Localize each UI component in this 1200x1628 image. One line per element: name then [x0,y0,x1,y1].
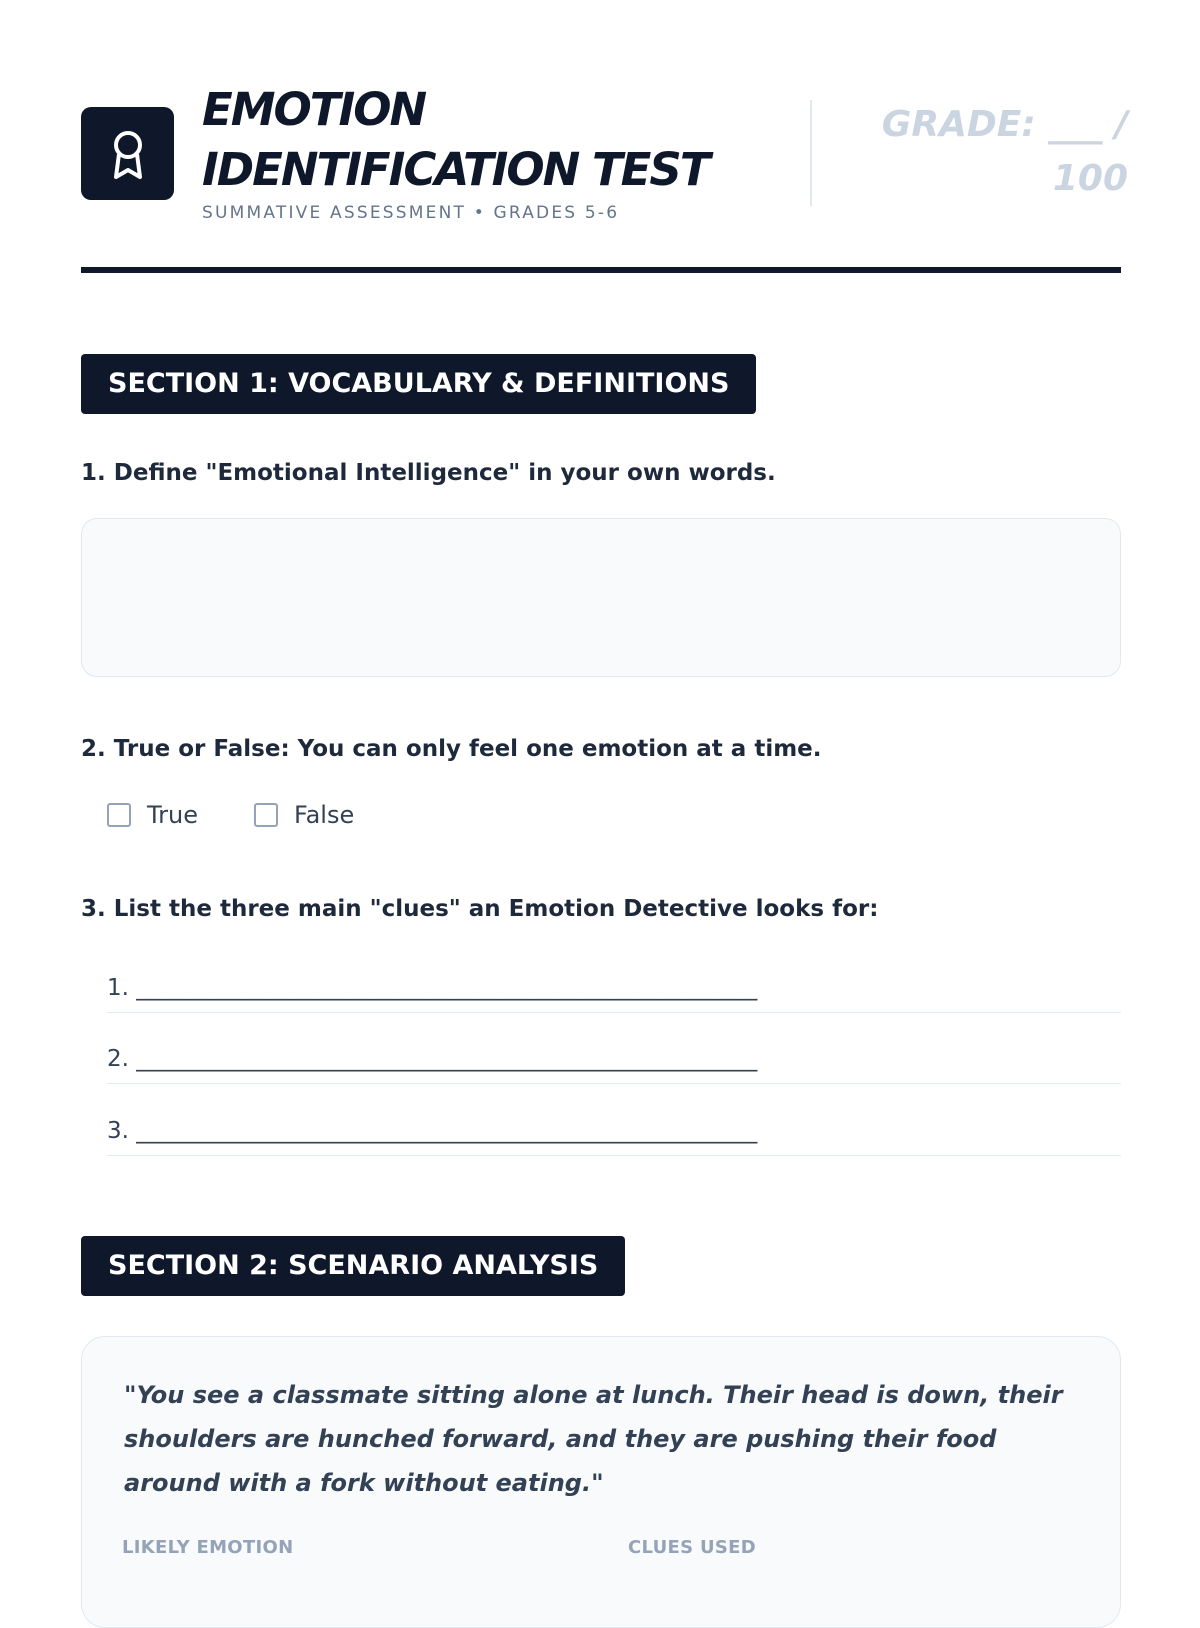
clue-line-1[interactable] [107,965,1121,1013]
likely-emotion-label: LIKELY EMOTION [122,1537,294,1558]
question-2-prompt: 2. True or False: You can only feel one emotion at a time. [81,736,822,762]
header-rule [81,267,1121,273]
question-3-prompt: 3. List the three main "clues" an Emotion Detective looks for: [81,896,879,922]
grade-field: GRADE: ___ / 100 [881,104,1128,199]
award-ribbon-icon [81,107,174,200]
option-false-label: False [294,801,355,829]
page-subtitle: SUMMATIVE ASSESSMENT • GRADES 5-6 [202,203,620,223]
section-2-heading: SECTION 2: SCENARIO ANALYSIS [81,1236,625,1296]
scenario-text: "You see a classmate sitting alone at lunch. Their head is down, their shoulders are hunched forward, and they are pushing their food around with a fork without eating." [124,1381,1063,1497]
section-1-heading: SECTION 1: VOCABULARY & DEFINITIONS [81,354,756,414]
clues-used-label: CLUES USED [628,1537,756,1558]
scenario-card [81,1336,1121,1628]
option-true[interactable] [107,800,198,830]
question-1-prompt: 1. Define "Emotional Intelligence" in your own words. [81,460,776,486]
header-divider [810,100,812,206]
option-false[interactable] [254,800,354,830]
clue-line-2-text: 2. ______________________________________________________ [107,1046,758,1072]
option-true-label: True [147,801,198,829]
false-checkbox[interactable] [254,803,278,827]
question-1-answer-box[interactable] [81,518,1121,677]
page-title: EMOTION IDENTIFICATION TEST [202,83,709,196]
clue-line-1-text: 1. ______________________________________________________ [107,975,758,1001]
clue-line-3-text: 3. ______________________________________________________ [107,1118,758,1144]
clue-line-3[interactable] [107,1108,1121,1156]
true-checkbox[interactable] [107,803,131,827]
clue-line-2[interactable] [107,1036,1121,1084]
